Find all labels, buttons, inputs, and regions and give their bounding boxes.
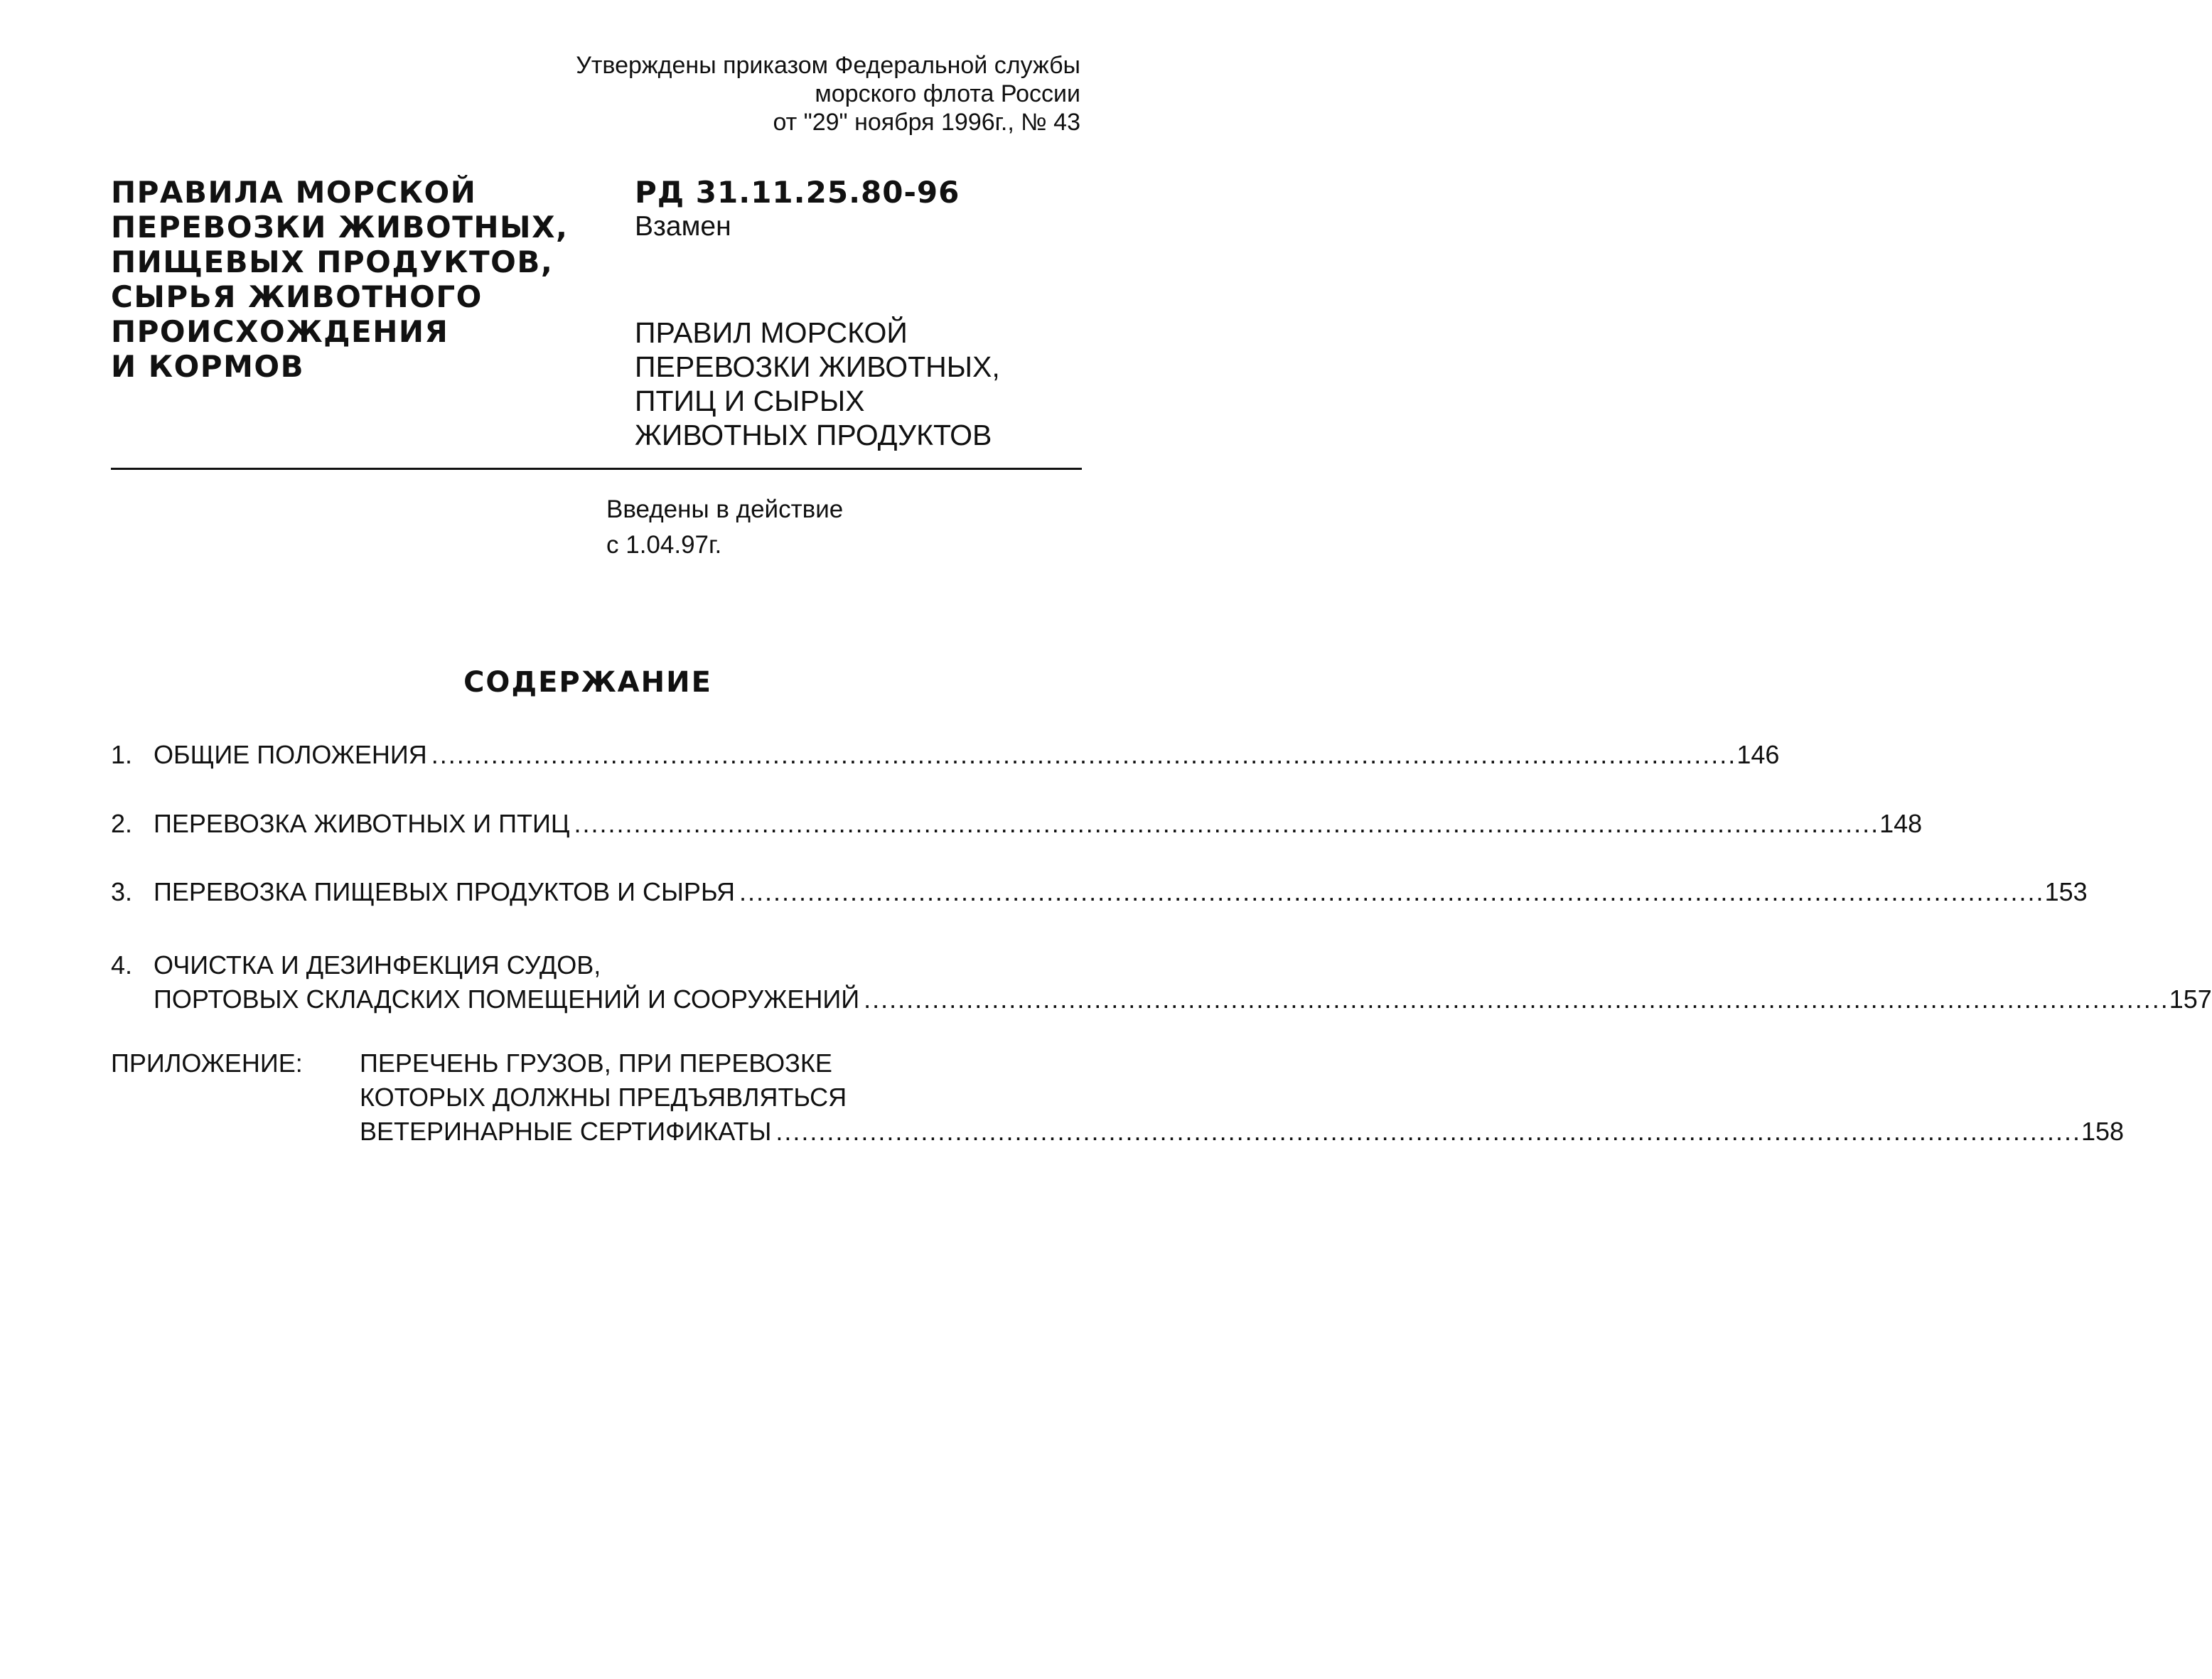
appendix-title-line: КОТОРЫХ ДОЛЖНЫ ПРЕДЪЯВЛЯТЬСЯ — [360, 1083, 847, 1112]
replaced-line: ЖИВОТНЫХ ПРОДУКТОВ — [635, 419, 992, 451]
horizontal-divider — [111, 468, 1082, 470]
toc-title: ПОРТОВЫХ СКЛАДСКИХ ПОМЕЩЕНИЙ И СООРУЖЕНИЙ — [154, 985, 860, 1014]
replaces-label: Взамен — [635, 211, 731, 242]
document-title — [111, 175, 580, 384]
title-line: И КОРМОВ — [111, 349, 305, 384]
title-line: СЫРЬЯ ЖИВОТНОГО — [111, 279, 483, 314]
replaced-line: ПТИЦ И СЫРЫХ — [635, 385, 865, 417]
toc-page-number: 148 — [1879, 809, 1923, 838]
dot-leader — [574, 807, 1876, 841]
toc-number: 4. — [111, 950, 133, 980]
effective-line: Введены в действие — [606, 495, 844, 523]
title-line: ПЕРЕВОЗКИ ЖИВОТНЫХ, — [111, 210, 569, 245]
effective-date — [606, 492, 843, 563]
title-line: ПРАВИЛА МОРСКОЙ — [111, 175, 477, 210]
toc-entry[interactable] — [111, 807, 1923, 841]
toc-number: 3. — [111, 877, 133, 906]
title-line: ПРОИСХОЖДЕНИЯ — [111, 314, 449, 349]
toc-title: ПЕРЕВОЗКА ЖИВОТНЫХ И ПТИЦ — [154, 809, 570, 838]
approval-line: морского флота России — [815, 80, 1080, 107]
toc-page-number: 158 — [2081, 1117, 2125, 1146]
appendix-title-line: ПЕРЕЧЕНЬ ГРУЗОВ, ПРИ ПЕРЕВОЗКЕ — [360, 1048, 832, 1078]
toc-title: ОБЩИЕ ПОЛОЖЕНИЯ — [154, 740, 427, 769]
dot-leader — [431, 738, 1733, 772]
contents-heading: СОДЕРЖАНИЕ — [463, 666, 712, 699]
toc-number: 2. — [111, 809, 133, 838]
document-code: РД 31.11.25.80-96 — [635, 175, 960, 210]
replaced-document — [635, 316, 1000, 452]
toc-entry[interactable] — [111, 875, 2088, 909]
toc-title: ОЧИСТКА И ДЕЗИНФЕКЦИЯ СУДОВ, — [154, 950, 601, 980]
dot-leader — [739, 875, 2041, 909]
approval-line: от "29" ноября 1996г., № 43 — [773, 109, 1080, 136]
dot-leader — [775, 1115, 2077, 1149]
toc-appendix-entry[interactable] — [111, 1046, 2125, 1149]
approval-line: Утверждены приказом Федеральной службы — [576, 52, 1080, 79]
toc-title: ПЕРЕВОЗКА ПИЩЕВЫХ ПРОДУКТОВ И СЫРЬЯ — [154, 877, 735, 906]
appendix-label: ПРИЛОЖЕНИЕ: — [111, 1048, 303, 1078]
title-line: ПИЩЕВЫХ ПРОДУКТОВ, — [111, 245, 554, 279]
replaced-line: ПРАВИЛ МОРСКОЙ — [635, 316, 908, 349]
toc-page-number: 153 — [2044, 877, 2088, 906]
document-code-block — [635, 175, 960, 244]
toc-page-number: 157 — [2169, 985, 2212, 1014]
appendix-title-line: ВЕТЕРИНАРНЫЕ СЕРТИФИКАТЫ — [360, 1117, 772, 1146]
approval-note — [576, 51, 1080, 136]
toc-entry[interactable] — [111, 948, 2212, 1016]
toc-page-number: 146 — [1736, 740, 1780, 769]
toc-entry[interactable] — [111, 738, 1780, 772]
toc-number: 1. — [111, 740, 133, 769]
replaced-line: ПЕРЕВОЗКИ ЖИВОТНЫХ, — [635, 350, 1000, 383]
effective-line: с 1.04.97г. — [606, 531, 722, 559]
dot-leader — [864, 982, 2165, 1016]
